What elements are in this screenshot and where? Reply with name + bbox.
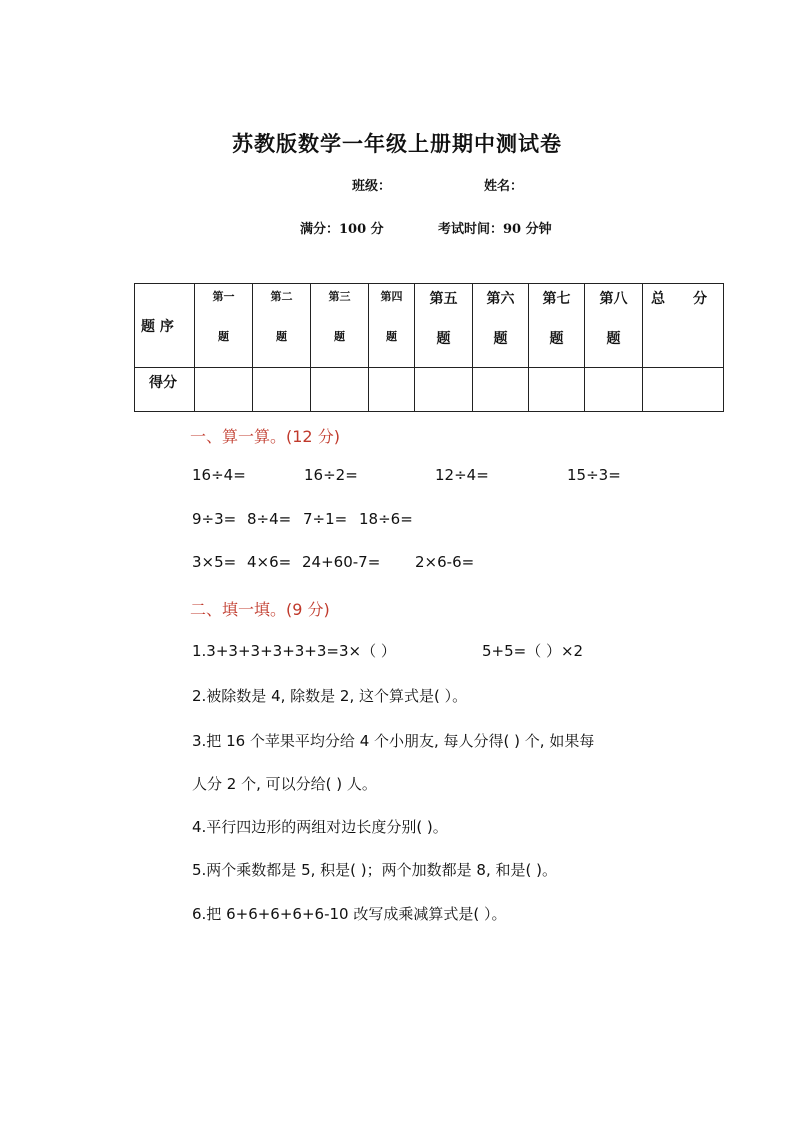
fill-question-4: 4.平行四边形的两组对边长度分别( )。 — [192, 818, 448, 836]
fill-question-3a: 3.把 16 个苹果平均分给 4 个小朋友, 每人分得( ) 个, 如果每 — [192, 732, 595, 750]
score-cell[interactable] — [195, 368, 253, 412]
question-8-header: 第八 题 — [585, 284, 643, 368]
question-5-header: 第五 题 — [415, 284, 473, 368]
question-1-header: 第一 题 — [195, 284, 253, 368]
score-cell[interactable] — [529, 368, 585, 412]
total-score-header: 总 分 — [643, 284, 724, 368]
fill-question-6: 6.把 6+6+6+6+6-10 改写成乘减算式是( ）。 — [192, 905, 507, 923]
calc-item: 9÷3= — [192, 510, 237, 528]
score-cell[interactable] — [585, 368, 643, 412]
calc-item: 16÷4= — [192, 466, 246, 484]
calc-item: 12÷4= — [435, 466, 489, 484]
score-cell[interactable] — [253, 368, 311, 412]
score-cell[interactable] — [311, 368, 369, 412]
total-score-cell[interactable] — [643, 368, 724, 412]
calc-item: 24+60-7= — [302, 553, 381, 571]
score-table — [134, 283, 724, 412]
calc-item: 18÷6= — [359, 510, 413, 528]
section-2-heading: 二、填一填。(9 分) — [190, 600, 330, 619]
section-1-heading: 一、算一算。(12 分) — [190, 427, 340, 446]
name-label: 姓名： — [484, 179, 524, 194]
score-cell[interactable] — [369, 368, 415, 412]
class-label: 班级： — [352, 179, 392, 194]
calc-item: 8÷4= — [247, 510, 292, 528]
score-cell[interactable] — [415, 368, 473, 412]
fill-question-1a: 1.3+3+3+3+3+3=3×（ ） — [192, 642, 396, 660]
question-2-header: 第二 题 — [253, 284, 311, 368]
calc-item: 4×6= — [247, 553, 292, 571]
score-row-label: 得分 — [135, 368, 195, 412]
calc-item: 16÷2= — [304, 466, 358, 484]
calc-item: 15÷3= — [567, 466, 621, 484]
fill-question-1b: 5+5=（ ）×2 — [482, 642, 584, 660]
fill-question-5: 5.两个乘数都是 5, 积是( )；两个加数都是 8, 和是( )。 — [192, 861, 557, 879]
calc-item: 2×6-6= — [415, 553, 475, 571]
full-score-info: 满分：100 分 — [300, 222, 384, 237]
question-3-header: 第三 题 — [311, 284, 369, 368]
question-order-label: 题 序 — [135, 284, 195, 368]
question-7-header: 第七 题 — [529, 284, 585, 368]
calc-item: 7÷1= — [303, 510, 348, 528]
fill-question-3b: 人分 2 个, 可以分给( ) 人。 — [192, 775, 377, 793]
question-4-header: 第四 题 — [369, 284, 415, 368]
page-title: 苏教版数学一年级上册期中测试卷 — [232, 131, 562, 156]
question-6-header: 第六 题 — [473, 284, 529, 368]
calc-item: 3×5= — [192, 553, 237, 571]
exam-time-info: 考试时间：90 分钟 — [438, 222, 552, 237]
score-cell[interactable] — [473, 368, 529, 412]
fill-question-2: 2.被除数是 4, 除数是 2, 这个算式是( ）。 — [192, 687, 468, 705]
